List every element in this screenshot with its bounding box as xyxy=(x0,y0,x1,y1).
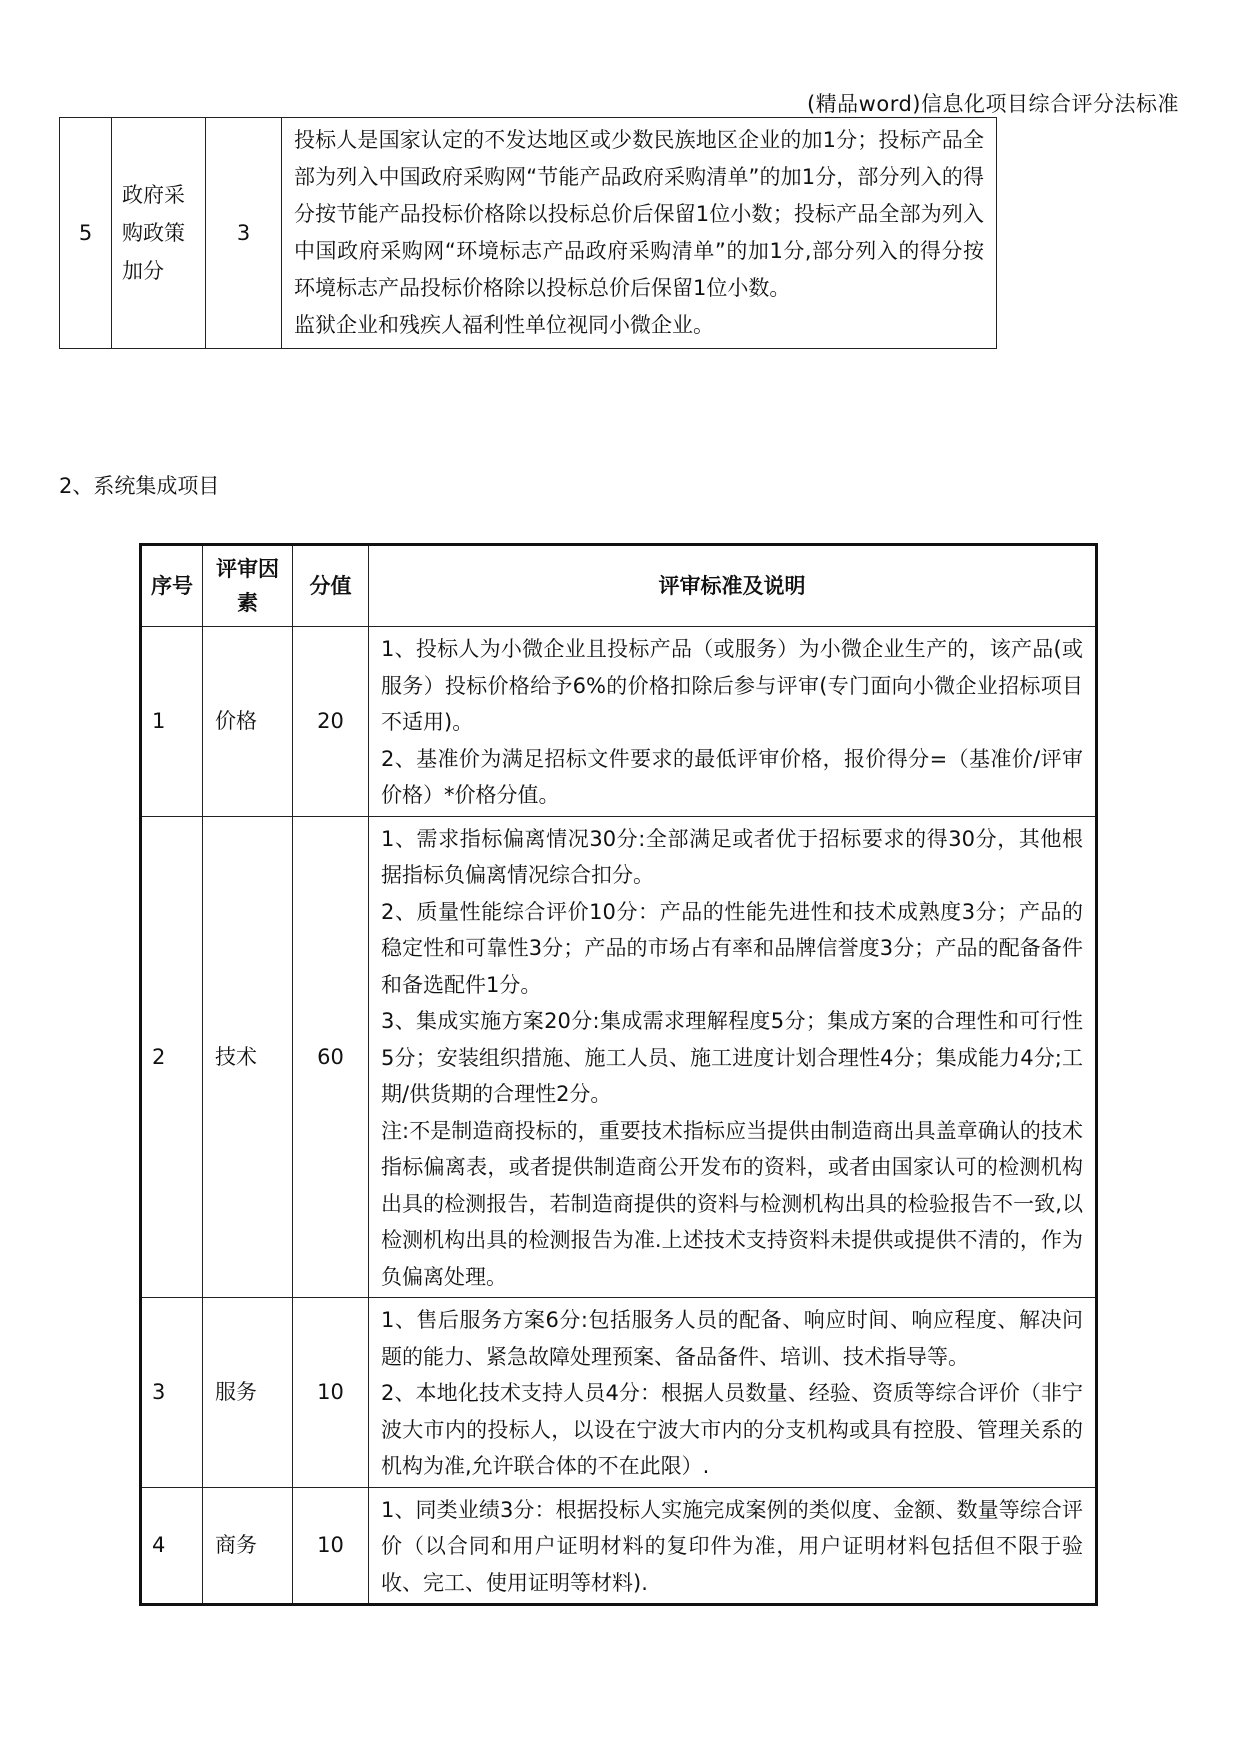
row-index: 4 xyxy=(141,1487,203,1605)
row-factor: 服务 xyxy=(203,1298,293,1488)
row-score: 60 xyxy=(293,816,369,1298)
criteria-paragraph: 投标人是国家认定的不发达地区或少数民族地区企业的加1分；投标产品全部为列入中国政府采购网“节能产品政府采购清单”的加1分，部分列入的得分按节能产品投标价格除以投标总价后保留1位小数；投标产品全部为列入中国政府采购网“环境标志产品政府采购清单”的加1分,部分列入的得分按环境标志产品投标价格除以投标总价后保留1位小数。 xyxy=(294,128,984,300)
criteria-paragraph: 2、质量性能综合评价10分：产品的性能先进性和技术成熟度3分；产品的稳定性和可靠性3分；产品的市场占有率和品牌信誉度3分；产品的配备备件和备选配件1分。 xyxy=(381,899,1083,997)
criteria-paragraph: 1、售后服务方案6分:包括服务人员的配备、响应时间、响应程度、解决问题的能力、紧急故障处理预案、备品备件、培训、技术指导等。 xyxy=(381,1308,1083,1369)
table-row xyxy=(141,816,1097,1298)
criteria-paragraph: 2、本地化技术支持人员4分：根据人员数量、经验、资质等综合评价（非宁波大市内的投标人，以设在宁波大市内的分支机构或具有控股、管理关系的机构为准,允许联合体的不在此限）. xyxy=(381,1381,1083,1478)
row-criteria xyxy=(369,1487,1097,1605)
header-score: 分值 xyxy=(293,545,369,627)
row-index: 3 xyxy=(141,1298,203,1488)
section-title: 2、系统集成项目 xyxy=(59,474,220,498)
criteria-paragraph: 3、集成实施方案20分:集成需求理解程度5分；集成方案的合理性和可行性5分；安装组织措施、施工人员、施工进度计划合理性4分；集成能力4分;工期/供货期的合理性2分。 xyxy=(381,1009,1083,1106)
header-factor: 评审因素 xyxy=(203,545,293,627)
row-score: 10 xyxy=(293,1487,369,1605)
criteria-paragraph: 1、需求指标偏离情况30分:全部满足或者优于招标要求的得30分，其他根据指标负偏离情况综合扣分。 xyxy=(381,826,1083,887)
row-score: 10 xyxy=(293,1298,369,1488)
criteria-paragraph: 1、投标人为小微企业且投标产品（或服务）为小微企业生产的，该产品(或服务）投标价格给予6%的价格扣除后参与评审(专门面向小微企业招标项目不适用)。 xyxy=(381,637,1083,734)
row-index: 5 xyxy=(60,118,112,349)
criteria-paragraph: 1、同类业绩3分：根据投标人实施完成案例的类似度、金额、数量等综合评价（以合同和用户证明材料的复印件为准，用户证明材料包括但不限于验收、完工、使用证明等材料). xyxy=(381,1497,1083,1595)
header-row xyxy=(141,545,1097,627)
row-factor: 政府采购政策加分 xyxy=(112,118,206,349)
row-index: 2 xyxy=(141,816,203,1298)
row-score: 20 xyxy=(293,627,369,817)
running-header: (精品word)信息化项目综合评分法标准 xyxy=(806,92,1179,116)
row-criteria xyxy=(282,118,997,349)
row-criteria xyxy=(369,816,1097,1298)
row-score: 3 xyxy=(206,118,282,349)
row-criteria xyxy=(369,627,1097,817)
criteria-paragraph: 2、基准价为满足招标文件要求的最低评审价格，报价得分=（基准价/评审价格）*价格分值。 xyxy=(381,746,1083,807)
header-index: 序号 xyxy=(141,545,203,627)
row-factor: 价格 xyxy=(203,627,293,817)
table-row xyxy=(141,1487,1097,1605)
table-row xyxy=(141,1298,1097,1488)
row-index: 1 xyxy=(141,627,203,817)
table-row xyxy=(60,118,997,349)
scoring-table xyxy=(139,543,1098,1606)
row-criteria xyxy=(369,1298,1097,1488)
criteria-paragraph: 注:不是制造商投标的，重要技术指标应当提供由制造商出具盖章确认的技术指标偏离表，或者提供制造商公开发布的资料，或者由国家认可的检测机构出具的检测报告，若制造商提供的资料与检测机构出具的检验报告不一致,以检测机构出具的检测报告为准.上述技术支持资料未提供或提供不清的，作为负偏离处理。 xyxy=(381,1118,1083,1289)
row-factor: 商务 xyxy=(203,1487,293,1605)
criteria-paragraph: 监狱企业和残疾人福利性单位视同小微企业。 xyxy=(294,313,714,337)
policy-bonus-table xyxy=(59,117,997,349)
row-factor: 技术 xyxy=(203,816,293,1298)
table-row xyxy=(141,627,1097,817)
header-criteria: 评审标准及说明 xyxy=(369,545,1097,627)
